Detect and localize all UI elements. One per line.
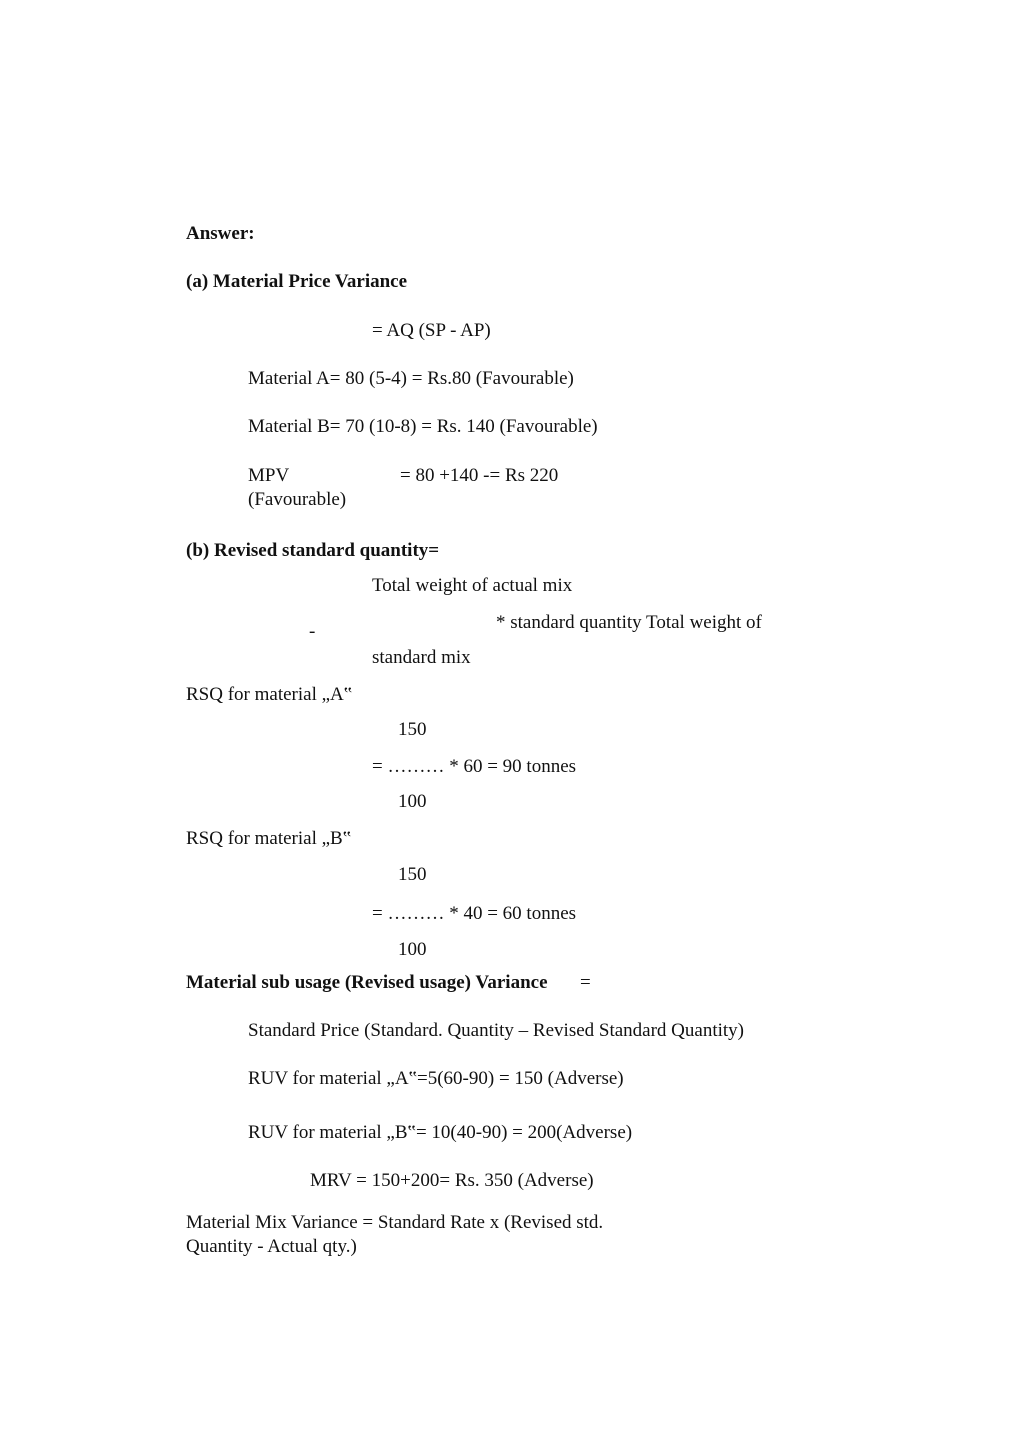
sub-usage-equals: = [580, 972, 591, 993]
rsq-numerator: Total weight of actual mix [372, 575, 573, 596]
rsq-dash: - [309, 621, 316, 642]
mix-variance-line-2: Quantity - Actual qty.) [186, 1236, 357, 1257]
section-b-heading: (b) Revised standard quantity= [186, 540, 440, 561]
rsq-a-label: RSQ for material „A‟ [186, 684, 353, 705]
rsq-a-expression: = ……… * 60 = 90 tonnes [372, 756, 577, 777]
rsq-b-expression: = ……… * 40 = 60 tonnes [372, 903, 577, 924]
rsq-a-numerator: 150 [398, 719, 427, 740]
mpv-value: = 80 +140 -= Rs 220 [400, 465, 559, 486]
rsq-denominator: standard mix [372, 647, 471, 668]
sub-usage-heading: Material sub usage (Revised usage) Variance [186, 972, 548, 993]
ruv-material-a: RUV for material „A‟=5(60-90) = 150 (Adverse) [248, 1068, 624, 1089]
mpv-status: (Favourable) [248, 489, 347, 510]
mpv-formula: = AQ (SP - AP) [372, 320, 491, 341]
material-b-price-variance: Material B= 70 (10-8) = Rs. 140 (Favourable) [248, 416, 598, 437]
section-a-heading: (a) Material Price Variance [186, 271, 408, 292]
mix-variance-line-1: Material Mix Variance = Standard Rate x (Revised std. [186, 1212, 604, 1233]
answer-heading: Answer: [186, 223, 255, 244]
sub-usage-formula: Standard Price (Standard. Quantity – Revised Standard Quantity) [248, 1020, 745, 1041]
rsq-b-numerator: 150 [398, 864, 427, 885]
rsq-b-label: RSQ for material „B‟ [186, 828, 352, 849]
rsq-multiplier: * standard quantity Total weight of [496, 612, 762, 633]
mpv-label: MPV [248, 465, 290, 486]
material-a-price-variance: Material A= 80 (5-4) = Rs.80 (Favourable) [248, 368, 574, 389]
rsq-a-denominator: 100 [398, 791, 427, 812]
rsq-b-denominator: 100 [398, 939, 427, 960]
ruv-material-b: RUV for material „B‟= 10(40-90) = 200(Adverse) [248, 1122, 633, 1143]
mrv-total: MRV = 150+200= Rs. 350 (Adverse) [310, 1170, 594, 1191]
